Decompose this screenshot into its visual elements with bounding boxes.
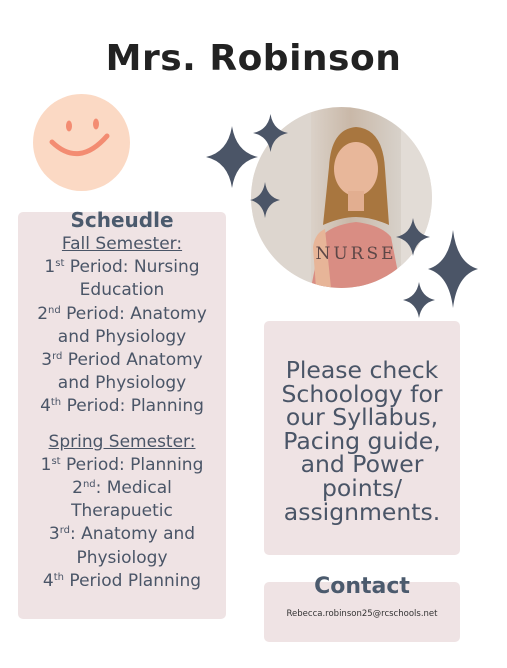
fall-semester-title: Fall Semester: bbox=[61, 234, 183, 254]
fall-period-3: 3rd Period Anatomy bbox=[41, 350, 203, 371]
sparkle-star-icon bbox=[206, 126, 258, 188]
spring-semester-title: Spring Semester: bbox=[48, 431, 196, 452]
syllabus-note-card bbox=[264, 321, 460, 555]
spring-period-4: 4th Period Planning bbox=[42, 570, 202, 591]
syllabus-note-text: Please check Schoology for our Syllabus, Pacing guide, and Power points/ assignments. bbox=[281, 356, 443, 526]
spring-period-3: 3rd: Anatomy and bbox=[48, 524, 196, 545]
fall-period-3-cont: and Physiology bbox=[57, 373, 187, 394]
spring-period-1: 1st Period: Planning bbox=[40, 454, 204, 475]
sparkle-star-icon bbox=[428, 230, 478, 308]
shirt-text: NURSE bbox=[315, 244, 397, 264]
contact-heading: Contact bbox=[314, 574, 410, 599]
sparkle-star-icon bbox=[250, 182, 280, 218]
spring-period-2: 2nd: Medical bbox=[72, 478, 172, 499]
spring-period-3-cont: Physiology bbox=[76, 547, 168, 568]
fall-period-2: 2nd Period: Anatomy bbox=[37, 303, 207, 324]
schedule-list bbox=[18, 233, 226, 593]
sparkle-star-icon bbox=[403, 282, 435, 318]
smiley-face-icon bbox=[33, 94, 130, 191]
fall-period-1-cont: Education bbox=[79, 280, 165, 301]
sparkle-star-icon bbox=[396, 218, 430, 256]
page-title: Mrs. Robinson bbox=[105, 38, 402, 79]
sparkle-star-icon bbox=[253, 114, 288, 152]
contact-email[interactable]: Rebecca.robinson25@rcschools.net bbox=[286, 609, 438, 619]
fall-period-2-cont: and Physiology bbox=[57, 326, 187, 347]
fall-period-4: 4th Period: Planning bbox=[40, 396, 204, 417]
contact-card bbox=[264, 574, 460, 642]
fall-period-1: 1st Period: Nursing bbox=[44, 257, 200, 278]
spring-period-2-cont: Therapuetic bbox=[71, 501, 173, 522]
schedule-card bbox=[18, 208, 226, 619]
schedule-heading: Scheudle bbox=[70, 208, 174, 232]
